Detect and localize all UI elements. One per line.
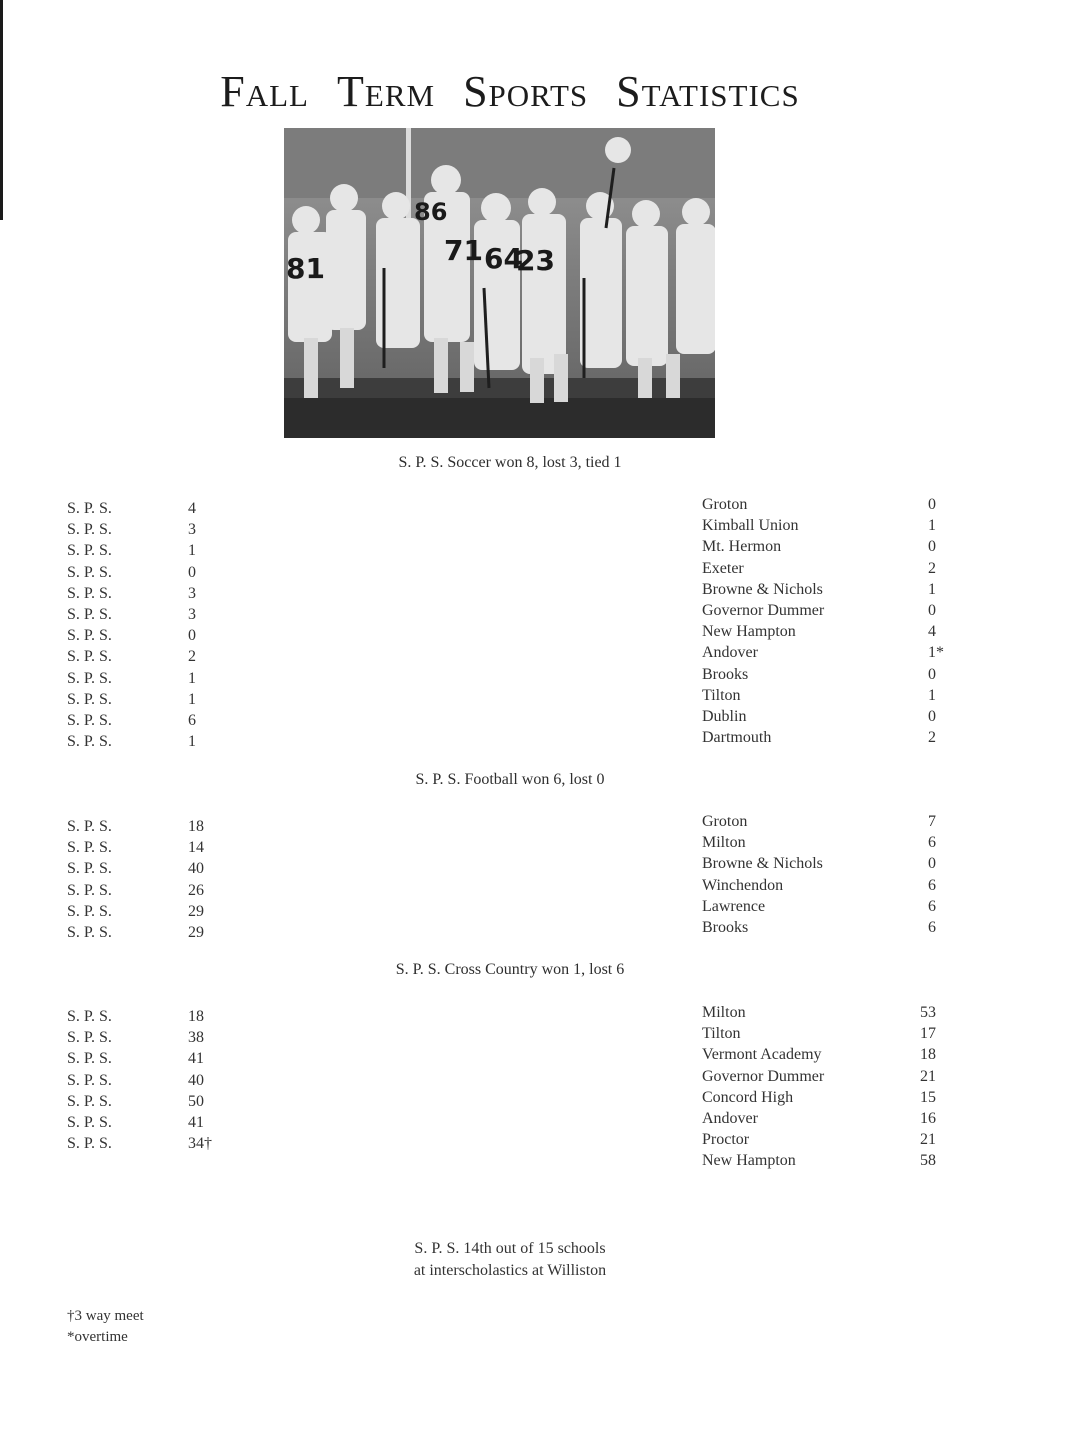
cross-country-opponent-column — [702, 1002, 824, 1172]
cross-country-team-column — [67, 1006, 112, 1154]
title-word: Fall — [220, 67, 309, 116]
opponent-score: 15 — [920, 1088, 936, 1106]
opponent-name: Dublin — [702, 707, 747, 725]
opponent-score: 0 — [928, 601, 936, 619]
opponent-name: Governor Dummer — [702, 601, 825, 619]
opponent-name: New Hampton — [702, 1152, 796, 1170]
sps-score: 1 — [188, 542, 196, 560]
team-label: S. P. S. — [67, 1113, 112, 1131]
opponent-name: Brooks — [702, 918, 749, 936]
soccer-team-column — [67, 498, 112, 752]
footnote-overtime: *overtime — [67, 1329, 128, 1345]
opponent-score: 1 — [928, 580, 936, 598]
team-label: S. P. S. — [67, 1135, 112, 1153]
sps-score: 29 — [188, 902, 204, 920]
football-team-photo — [284, 128, 715, 438]
sps-score: 40 — [188, 1071, 204, 1089]
cross-country-heading: S. P. S. Cross Country won 1, lost 6 — [395, 961, 625, 978]
jersey-number: 86 — [414, 198, 448, 226]
opponent-name: Milton — [702, 1004, 746, 1021]
football-opponent-column — [702, 811, 823, 938]
sps-score: 41 — [188, 1113, 204, 1131]
opponent-name: Andover — [702, 1109, 758, 1127]
opponent-name: Brooks — [702, 665, 749, 683]
opponent-name: Browne & Nichols — [702, 855, 823, 873]
soccer-opponent-column — [702, 494, 824, 748]
opponent-name: Tilton — [702, 686, 741, 704]
team-label: S. P. S. — [67, 669, 112, 687]
sps-score: 4 — [188, 500, 196, 517]
opponent-score: 1* — [928, 644, 944, 662]
opponent-name: Lawrence — [702, 897, 766, 915]
opponent-score: 21 — [920, 1067, 936, 1085]
opponent-name: Dartmouth — [702, 729, 772, 747]
team-label: S. P. S. — [67, 902, 112, 920]
football-heading: S. P. S. Football won 6, lost 0 — [415, 771, 605, 788]
sps-score: 3 — [188, 584, 196, 602]
jersey-number: 23 — [516, 244, 555, 277]
soccer-opponent-score-column — [928, 494, 944, 748]
team-label: S. P. S. — [67, 584, 112, 602]
cross-country-opponent-score-column — [920, 1002, 936, 1172]
footnotes — [67, 1306, 144, 1348]
sps-score: 18 — [188, 818, 204, 835]
opponent-score: 7 — [928, 813, 936, 830]
opponent-name: Exeter — [702, 559, 744, 577]
opponent-name: Kimball Union — [702, 517, 799, 535]
football-opponent-score-column — [928, 811, 936, 938]
footnote-three-way-meet: †3 way meet — [67, 1308, 144, 1324]
opponent-name: Concord High — [702, 1088, 794, 1106]
opponent-score: 0 — [928, 855, 936, 873]
sps-score: 1 — [188, 669, 196, 687]
opponent-score: 4 — [928, 623, 936, 641]
team-label: S. P. S. — [67, 860, 112, 878]
sps-score: 18 — [188, 1008, 204, 1025]
jersey-number: 81 — [286, 252, 325, 285]
opponent-score: 0 — [928, 538, 936, 556]
sps-score: 2 — [188, 648, 196, 666]
team-label: S. P. S. — [67, 563, 112, 581]
team-label: S. P. S. — [67, 500, 112, 517]
sps-score: 34† — [188, 1135, 212, 1153]
opponent-name: Mt. Hermon — [702, 538, 782, 556]
team-label: S. P. S. — [67, 1092, 112, 1110]
sps-score: 3 — [188, 605, 196, 623]
opponent-name: Milton — [702, 834, 746, 852]
title-word: Statistics — [616, 67, 800, 116]
team-label: S. P. S. — [67, 839, 112, 857]
team-label: S. P. S. — [67, 1071, 112, 1089]
opponent-score: 2 — [928, 559, 936, 577]
sps-score: 14 — [188, 839, 204, 857]
team-label: S. P. S. — [67, 627, 112, 645]
opponent-name: Tilton — [702, 1025, 741, 1043]
opponent-score: 6 — [928, 834, 936, 852]
football-sps-score-column — [188, 816, 204, 943]
opponent-name: Winchendon — [702, 876, 784, 894]
jersey-number: 64 — [484, 242, 523, 275]
sps-score: 3 — [188, 521, 196, 539]
opponent-score: 58 — [920, 1152, 936, 1170]
team-label: S. P. S. — [67, 818, 112, 835]
opponent-score: 6 — [928, 897, 936, 915]
team-label: S. P. S. — [67, 1029, 112, 1047]
sps-score: 26 — [188, 881, 204, 899]
opponent-score: 17 — [920, 1025, 936, 1043]
team-label: S. P. S. — [67, 521, 112, 539]
opponent-name: Groton — [702, 813, 748, 830]
opponent-name: New Hampton — [702, 623, 796, 641]
opponent-name: Groton — [702, 496, 748, 513]
result-line: S. P. S. 14th out of 15 schools — [414, 1240, 606, 1257]
sps-score: 1 — [188, 733, 196, 751]
team-label: S. P. S. — [67, 648, 112, 666]
sps-score: 41 — [188, 1050, 204, 1068]
opponent-score: 6 — [928, 918, 936, 936]
title-word: Sports — [463, 67, 589, 116]
opponent-score: 0 — [928, 496, 936, 513]
result-line: at interscholastics at Williston — [413, 1262, 607, 1279]
opponent-name: Vermont Academy — [702, 1046, 822, 1064]
opponent-score: 53 — [920, 1004, 936, 1021]
opponent-score: 1 — [928, 517, 936, 535]
team-label: S. P. S. — [67, 881, 112, 899]
sps-score: 38 — [188, 1029, 204, 1047]
team-label: S. P. S. — [67, 1050, 112, 1068]
opponent-name: Governor Dummer — [702, 1067, 825, 1085]
team-label: S. P. S. — [67, 690, 112, 708]
opponent-score: 2 — [928, 729, 936, 747]
team-label: S. P. S. — [67, 605, 112, 623]
opponent-name: Proctor — [702, 1131, 750, 1149]
opponent-score: 6 — [928, 876, 936, 894]
soccer-heading: S. P. S. Soccer won 8, lost 3, tied 1 — [398, 454, 622, 471]
sps-score: 0 — [188, 563, 196, 581]
sps-score: 0 — [188, 627, 196, 645]
cross-country-sps-score-column — [188, 1006, 212, 1154]
opponent-name: Browne & Nichols — [702, 580, 823, 598]
opponent-score: 21 — [920, 1131, 936, 1149]
soccer-sps-score-column — [188, 498, 196, 752]
opponent-score: 0 — [928, 665, 936, 683]
opponent-score: 1 — [928, 686, 936, 704]
interscholastic-result — [0, 1238, 1020, 1282]
opponent-score: 0 — [928, 707, 936, 725]
jersey-number: 71 — [444, 234, 483, 267]
team-label: S. P. S. — [67, 923, 112, 941]
sps-score: 1 — [188, 690, 196, 708]
team-label: S. P. S. — [67, 1008, 112, 1025]
football-team-column — [67, 816, 112, 943]
sps-score: 6 — [188, 711, 196, 729]
team-label: S. P. S. — [67, 542, 112, 560]
opponent-name: Andover — [702, 644, 758, 662]
opponent-score: 16 — [920, 1109, 936, 1127]
sps-score: 50 — [188, 1092, 204, 1110]
sps-score: 40 — [188, 860, 204, 878]
sps-score: 29 — [188, 923, 204, 941]
opponent-score: 18 — [920, 1046, 936, 1064]
team-label: S. P. S. — [67, 733, 112, 751]
team-label: S. P. S. — [67, 711, 112, 729]
page-title — [0, 66, 1020, 117]
title-word: Term — [337, 67, 436, 116]
